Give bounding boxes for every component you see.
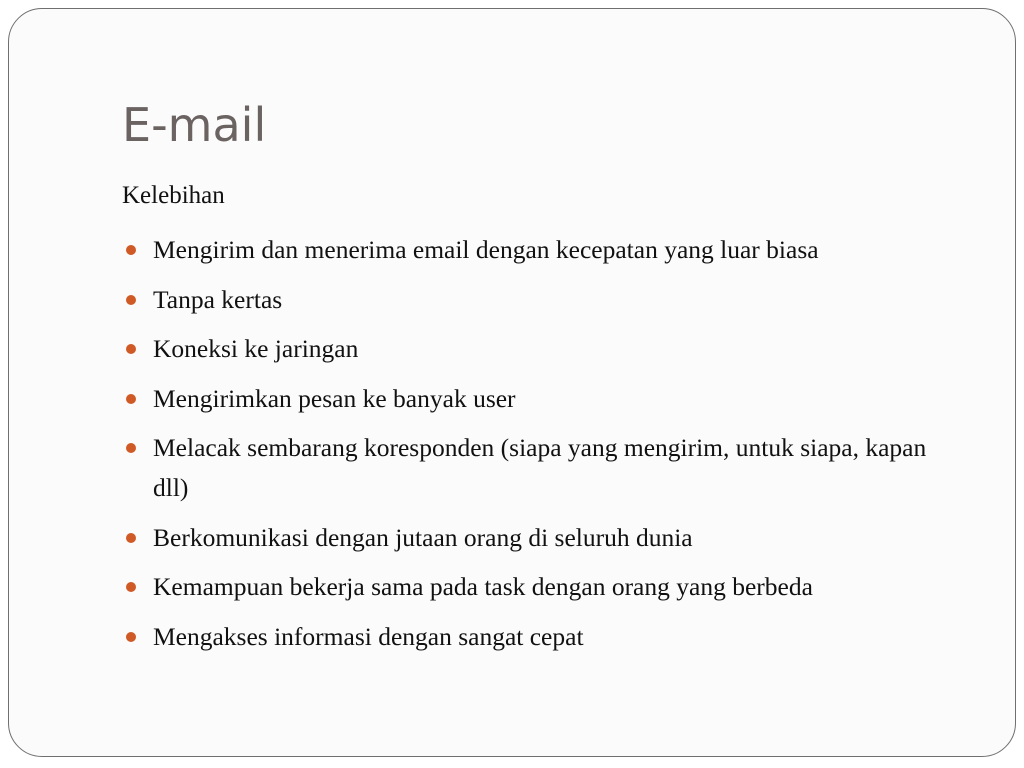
- slide-title: E-mail: [122, 98, 267, 152]
- bullet-list: [122, 230, 962, 666]
- slide-frame: [8, 8, 1016, 757]
- bullet-item: [122, 379, 962, 419]
- bullet-item: [122, 230, 962, 270]
- bullet-dot-icon: [126, 533, 136, 543]
- bullet-dot-icon: [126, 632, 136, 642]
- bullet-dot-icon: [126, 344, 136, 354]
- bullet-text: Tanpa kertas: [153, 284, 283, 314]
- bullet-item: [122, 518, 962, 558]
- bullet-item: [122, 617, 962, 657]
- bullet-dot-icon: [126, 582, 136, 592]
- bullet-text: Berkomunikasi dengan jutaan orang di seluruh dunia: [153, 522, 693, 552]
- bullet-dot-icon: [126, 394, 136, 404]
- bullet-dot-icon: [126, 245, 136, 255]
- bullet-text: Mengirim dan menerima email dengan kecepatan yang luar biasa: [153, 235, 819, 264]
- bullet-text: Koneksi ke jaringan: [153, 334, 359, 363]
- bullet-text: Kemampuan bekerja sama pada task dengan orang yang berbeda: [153, 572, 813, 601]
- bullet-item: [122, 567, 962, 607]
- bullet-dot-icon: [126, 295, 136, 305]
- bullet-dot-icon: [126, 443, 136, 453]
- bullet-item: [122, 329, 962, 369]
- bullet-item: [122, 280, 962, 320]
- slide-subheading: Kelebihan: [122, 182, 225, 209]
- bullet-text: Melacak sembarang koresponden (siapa yang mengirim, untuk siapa, kapan dll): [153, 433, 927, 502]
- bullet-text: Mengakses informasi dengan sangat cepat: [153, 621, 584, 651]
- bullet-item: [122, 428, 962, 508]
- bullet-text: Mengirimkan pesan ke banyak user: [153, 383, 516, 413]
